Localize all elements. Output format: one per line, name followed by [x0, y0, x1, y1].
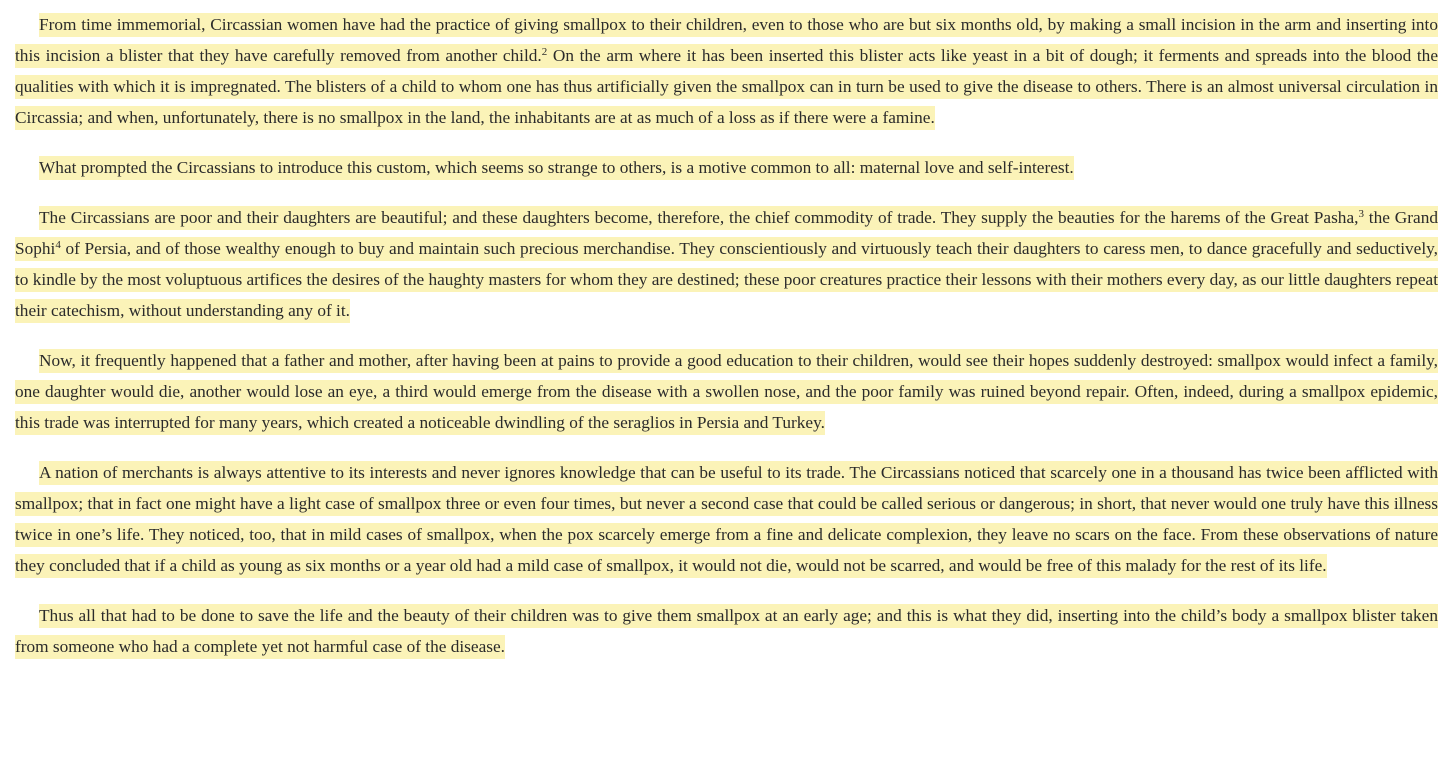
highlighted-text: [15, 349, 1438, 435]
text-segment: of Persia, and of those wealthy enough to buy and maintain such precious merchandise. They conscientiously and virtuously teach their daughters to caress men, to dance gracefully and seductively, to kindle by the most voluptuous artifices the desires of the haughty masters for whom they are destined; these poor creatures practice their lessons with their mothers every day, as our little daughters repeat their catechism, without understanding any of it.: [15, 239, 1438, 320]
highlighted-text: [39, 156, 1074, 180]
text-segment: A nation of merchants is always attentive to its interests and never ignores knowledge that can be useful to its trade. The Circassians noticed that scarcely one in a thousand has twice been afflicted with smallpox; that in fact one might have a light case of smallpox three or even four times, but never a second case that could be called serious or dangerous; in short, that never would one truly have this illness twice in one’s life. They noticed, too, that in mild cases of smallpox, when the pox scarcely emerge from a fine and delicate complexion, they leave no scars on the face. From these observations of nature they concluded that if a child as young as six months or a year old had a mild case of smallpox, it would not die, would not be scarred, and would be free of this malady for the rest of its life.: [15, 463, 1438, 575]
footnote-ref-3[interactable]: 3: [1358, 208, 1364, 220]
highlighted-text: [15, 461, 1438, 578]
text-segment: On the arm where it has been inserted this blister acts like yeast in a bit of dough; it ferments and spreads into the blood the qualities with which it is impregnated. The blisters of a child to whom one has thus artificially given the smallpox can in turn be used to give the disease to others. There is an almost universal circulation in Circassia; and when, unfortunately, there is no smallpox in the land, the inhabitants are at as much of a loss as if there were a famine.: [15, 46, 1438, 127]
paragraph-3: [15, 202, 1438, 326]
document-page: [15, 9, 1438, 681]
paragraph-2: [15, 152, 1438, 183]
paragraph-1: [15, 9, 1438, 133]
highlighted-text: [15, 604, 1438, 659]
text-segment: What prompted the Circassians to introduce this custom, which seems so strange to others, is a motive common to all: maternal love and self-interest.: [39, 158, 1074, 177]
footnote-ref-2[interactable]: 2: [541, 46, 548, 58]
paragraph-6: [15, 600, 1438, 662]
text-segment: The Circassians are poor and their daughters are beautiful; and these daughters become, therefore, the chief commodity of trade. They supply the beauties for the harems of the Great Pasha,: [39, 208, 1359, 227]
paragraph-5: [15, 457, 1438, 581]
text-segment: From time immemorial, Circassian women have had the practice of giving smallpox to their children, even to those who are but six months old, by making a small incision in the arm and inserting into this incision a blister that they have carefully removed from another child.: [15, 15, 1438, 65]
footnote-ref-4[interactable]: 4: [55, 239, 61, 251]
text-segment: Thus all that had to be done to save the life and the beauty of their children was to give them smallpox at an early age; and this is what they did, inserting into the child’s body a smallpox blister taken from someone who had a complete yet not harmful case of the disease.: [15, 606, 1438, 656]
highlighted-text: [15, 206, 1438, 323]
paragraph-4: [15, 345, 1438, 438]
highlighted-text: [15, 13, 1438, 130]
text-segment: Now, it frequently happened that a father and mother, after having been at pains to provide a good education to their children, would see their hopes suddenly destroyed: smallpox would infect a family, one daughter would die, another would lose an eye, a third would emerge from the disease with a swollen nose, and the poor family was ruined beyond repair. Often, indeed, during a smallpox epidemic, this trade was interrupted for many years, which created a noticeable dwindling of the seraglios in Persia and Turkey.: [15, 351, 1438, 432]
text-segment: the Grand Sophi: [15, 208, 1438, 258]
